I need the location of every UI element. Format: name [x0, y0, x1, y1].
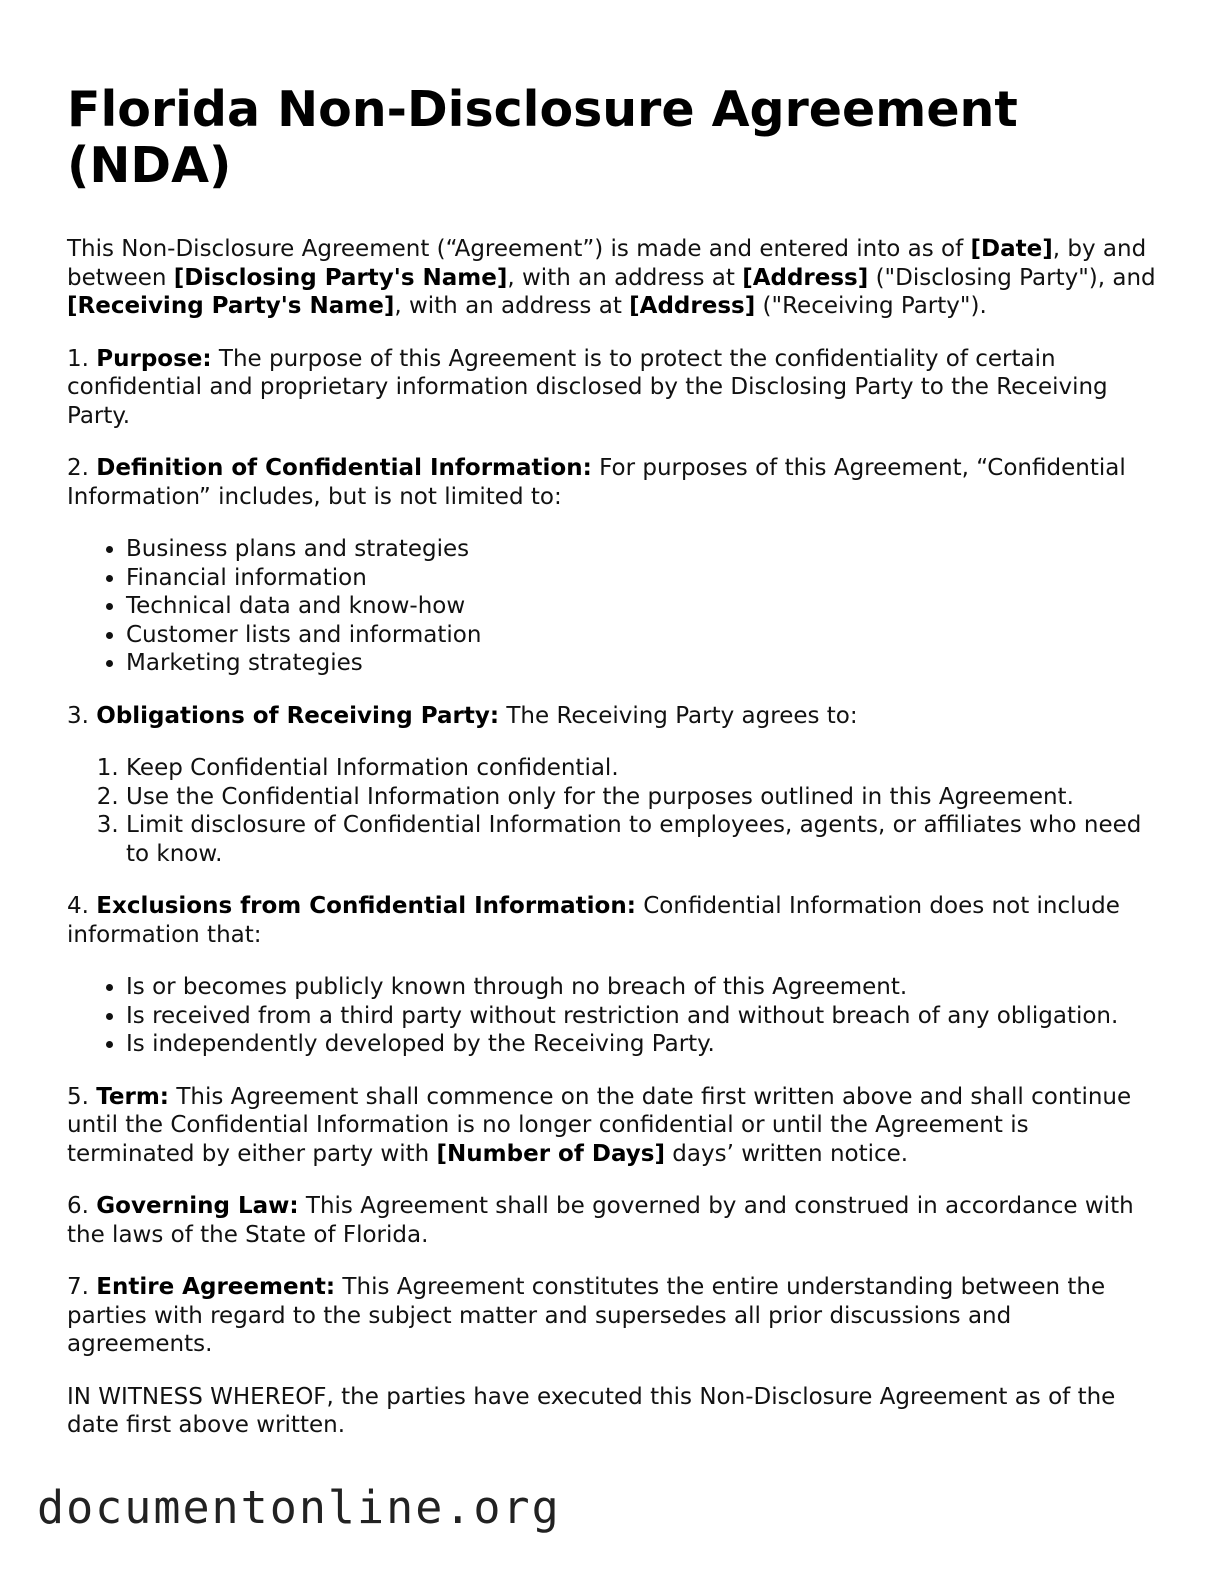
intro-text-2: , by and between — [67, 236, 1147, 291]
disclosing-address-placeholder: [Address] — [742, 264, 869, 291]
section-number: 7. — [67, 1274, 97, 1300]
section-number: 4. — [67, 893, 97, 919]
intro-paragraph — [67, 235, 1157, 321]
date-placeholder: [Date] — [970, 236, 1053, 262]
document-title: Florida Non-Disclosure Agreement (NDA) — [67, 81, 1018, 194]
section-number: 6. — [67, 1193, 97, 1219]
section-purpose — [67, 345, 1157, 431]
list-item: • Business plans and strategies — [126, 535, 1157, 564]
section-governing-law — [67, 1192, 1157, 1249]
section-heading: Definition of Confidential Information: — [96, 455, 592, 481]
section-text: The purpose of this Agreement is to protect the confidentiality of certain confidential and proprietary information disclosed by the Disclosing Party to the Receiving Party. — [67, 345, 1108, 429]
section-exclusions — [67, 892, 1157, 949]
obligations-list — [67, 754, 1157, 868]
section-number: 5. — [67, 1083, 97, 1110]
section-heading: Purpose: — [96, 345, 212, 372]
list-item: • Financial information — [126, 564, 1157, 593]
list-item: • Is received from a third party without restriction and without breach of any obligation. — [126, 1002, 1157, 1031]
section-heading: Exclusions from Confidential Information: — [96, 893, 636, 919]
section-text: This Agreement shall be governed by and construed in accordance with the laws of the State of Florida. — [67, 1193, 1134, 1248]
receiving-address-placeholder: [Address] — [629, 293, 756, 319]
section-heading: Obligations of Receiving Party: — [96, 702, 500, 729]
section-text: This Agreement shall commence on the date first written above and shall continue until the Confidential Information is no longer confidential or until the Agreement is terminated by either party with — [67, 1083, 1132, 1167]
section-entire-agreement — [67, 1273, 1157, 1359]
section-text: For purposes of this Agreement, “Confidential Information” includes, but is not limited to: — [67, 455, 1126, 510]
section-term — [67, 1083, 1157, 1169]
document-page — [67, 82, 1157, 1464]
intro-text-5: , with an address at — [394, 293, 630, 319]
list-item: • Technical data and know-how — [126, 592, 1157, 621]
intro-text-6: ("Receiving Party"). — [755, 293, 987, 319]
section-text: This Agreement constitutes the entire understanding between the parties with regard to the subject matter and supersedes all prior discussions and agreements. — [67, 1274, 1106, 1357]
intro-text-1: This Non-Disclosure Agreement (“Agreement”) is made and entered into as of — [67, 236, 971, 262]
section-number: 3. — [67, 702, 97, 729]
section-text: The Receiving Party agrees to: — [499, 702, 858, 729]
section-definition — [67, 454, 1157, 511]
number-of-days-placeholder: [Number of Days] — [436, 1140, 665, 1167]
list-item: 1. Keep Confidential Information confidential. — [126, 754, 1157, 783]
list-item: 2. Use the Confidential Information only for the purposes outlined in this Agreement. — [126, 783, 1157, 812]
intro-text-3: , with an address at — [507, 264, 743, 291]
section-text-end: days’ written notice. — [664, 1140, 909, 1167]
section-text: Confidential Information does not include information that: — [67, 893, 1120, 948]
list-item: • Marketing strategies — [126, 649, 1157, 678]
intro-text-4: ("Disclosing Party"), and — [868, 264, 1156, 291]
section-heading: Term: — [96, 1083, 170, 1110]
section-obligations — [67, 702, 1157, 731]
section-number: 2. — [67, 455, 97, 481]
list-item: • Customer lists and information — [126, 621, 1157, 650]
list-item: • Is or becomes publicly known through no breach of this Agreement. — [126, 973, 1157, 1002]
witness-paragraph: IN WITNESS WHEREOF, the parties have executed this Non-Disclosure Agreement as of the date first above written. — [67, 1383, 1116, 1438]
list-item: 3. Limit disclosure of Confidential Information to employees, agents, or affiliates who need to know. — [126, 811, 1157, 868]
exclusions-list — [67, 973, 1157, 1059]
disclosing-party-name-placeholder: [Disclosing Party's Name] — [173, 264, 508, 291]
section-heading: Governing Law: — [96, 1193, 299, 1219]
watermark: documentonline.org — [37, 1481, 561, 1534]
receiving-party-name-placeholder: [Receiving Party's Name] — [67, 293, 395, 319]
confidential-info-list — [67, 535, 1157, 678]
section-heading: Entire Agreement: — [96, 1274, 336, 1300]
list-item: • Is independently developed by the Receiving Party. — [126, 1030, 1157, 1059]
section-number: 1. — [67, 345, 97, 372]
